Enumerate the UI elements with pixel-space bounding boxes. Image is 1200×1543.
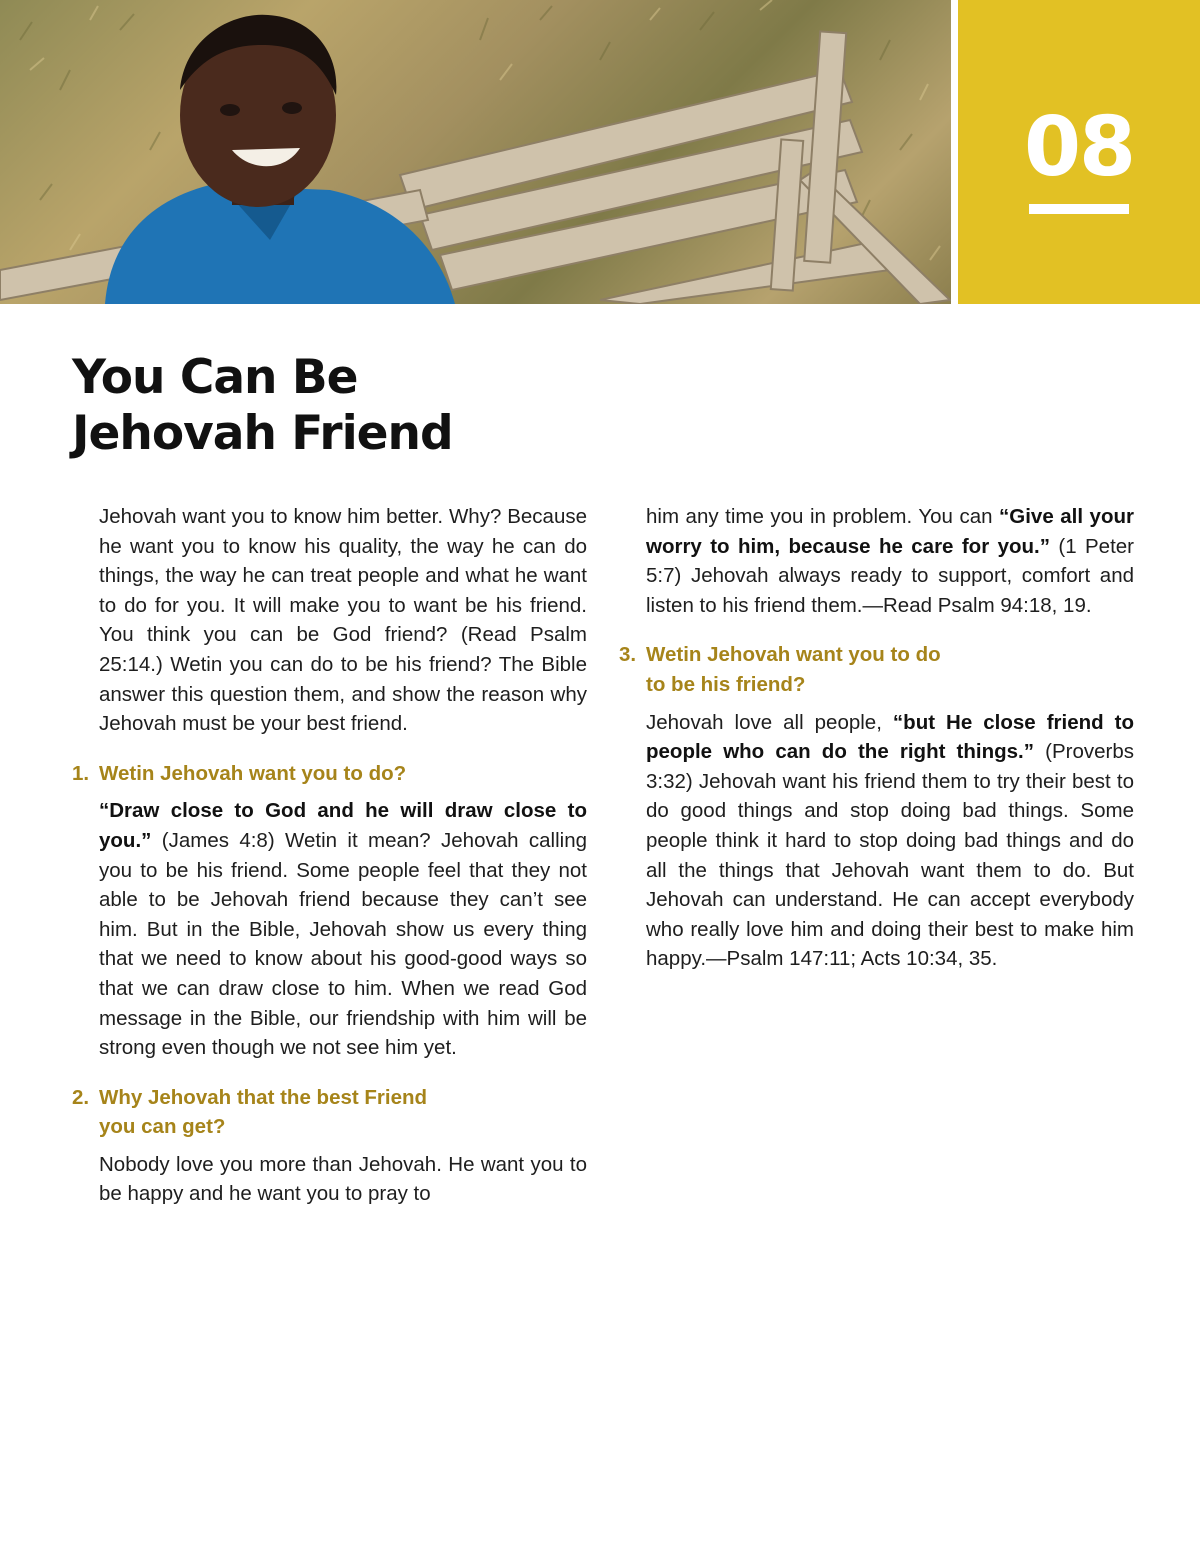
right-column — [619, 502, 1134, 974]
left-column — [72, 502, 587, 1209]
chapter-number: 08 — [1023, 100, 1135, 195]
section-3-scripture-quote: “but He close friend to people who can do the right things.” — [646, 710, 1134, 764]
section-2-number: 2. — [72, 1085, 90, 1109]
hero-photo — [0, 0, 951, 304]
section-3-body: Jehovah love all people, “but He close friend to people who can do the right things.” (Proverbs 3:32) Jehovah want his friend them to try their best to do good things and stop doing bad things. Some people think it hard to stop doing bad things and do all the things that Jehovah want them to do. But Jehovah can understand. He can accept everybody who really love him and doing their best to make him happy.—Psalm 147:11; Acts 10:34, 35. — [646, 710, 1134, 971]
section-1-body: “Draw close to God and he will draw close to you.” (James 4:8) Wetin it mean? Jehovah calling you to be his friend. Some people feel that they not able to be Jehovah friend because they can’t see him. But in the Bible, Jehovah show us every thing that we need to know about his good-good ways so that we can draw close to him. When we read God message in the Bible, our friendship with him will be strong even though we not see him yet. — [99, 799, 587, 1060]
section-1-scripture-quote: “Draw close to God and he will draw close to you.” — [99, 799, 587, 852]
chapter-underline — [1029, 204, 1129, 214]
title-line-2: Jehovah Friend — [72, 406, 453, 461]
title-line-1: You Can Be — [72, 350, 358, 405]
section-2-body-cont: him any time you in problem. You can “Give all your worry to him, because he care for you.” (1 Peter 5:7) Jehovah always ready to support, comfort and listen to his friend them.—Read Psalm 94:18, 19. — [646, 505, 1134, 617]
chapter-badge — [958, 0, 1200, 304]
hero-illustration — [0, 0, 951, 304]
section-2-heading: 2. Why Jehovah that the best Friend you can get? — [99, 1083, 587, 1142]
page-title — [72, 350, 672, 462]
section-2-body-start: Nobody love you more than Jehovah. He want you to be happy and he want you to pray to — [99, 1152, 587, 1206]
section-3-number: 3. — [619, 643, 637, 667]
section-2-scripture-quote: “Give all your worry to him, because he care for you.” — [646, 505, 1134, 558]
section-3-heading: 3. Wetin Jehovah want you to do to be his friend? — [646, 640, 1134, 699]
section-1-heading: 1. Wetin Jehovah want you to do? — [99, 759, 587, 789]
section-1-number: 1. — [72, 761, 90, 785]
intro-paragraph: Jehovah want you to know him better. Why? Because he want you to know his quality, the way he can do things, the way he can treat people and what he want to do for you. It will make you to want be his friend. You think you can be God friend? (Read Psalm 25:14.) Wetin you can do to be his friend? The Bible answer this question them, and show the reason why Jehovah must be your best friend. — [99, 505, 587, 736]
